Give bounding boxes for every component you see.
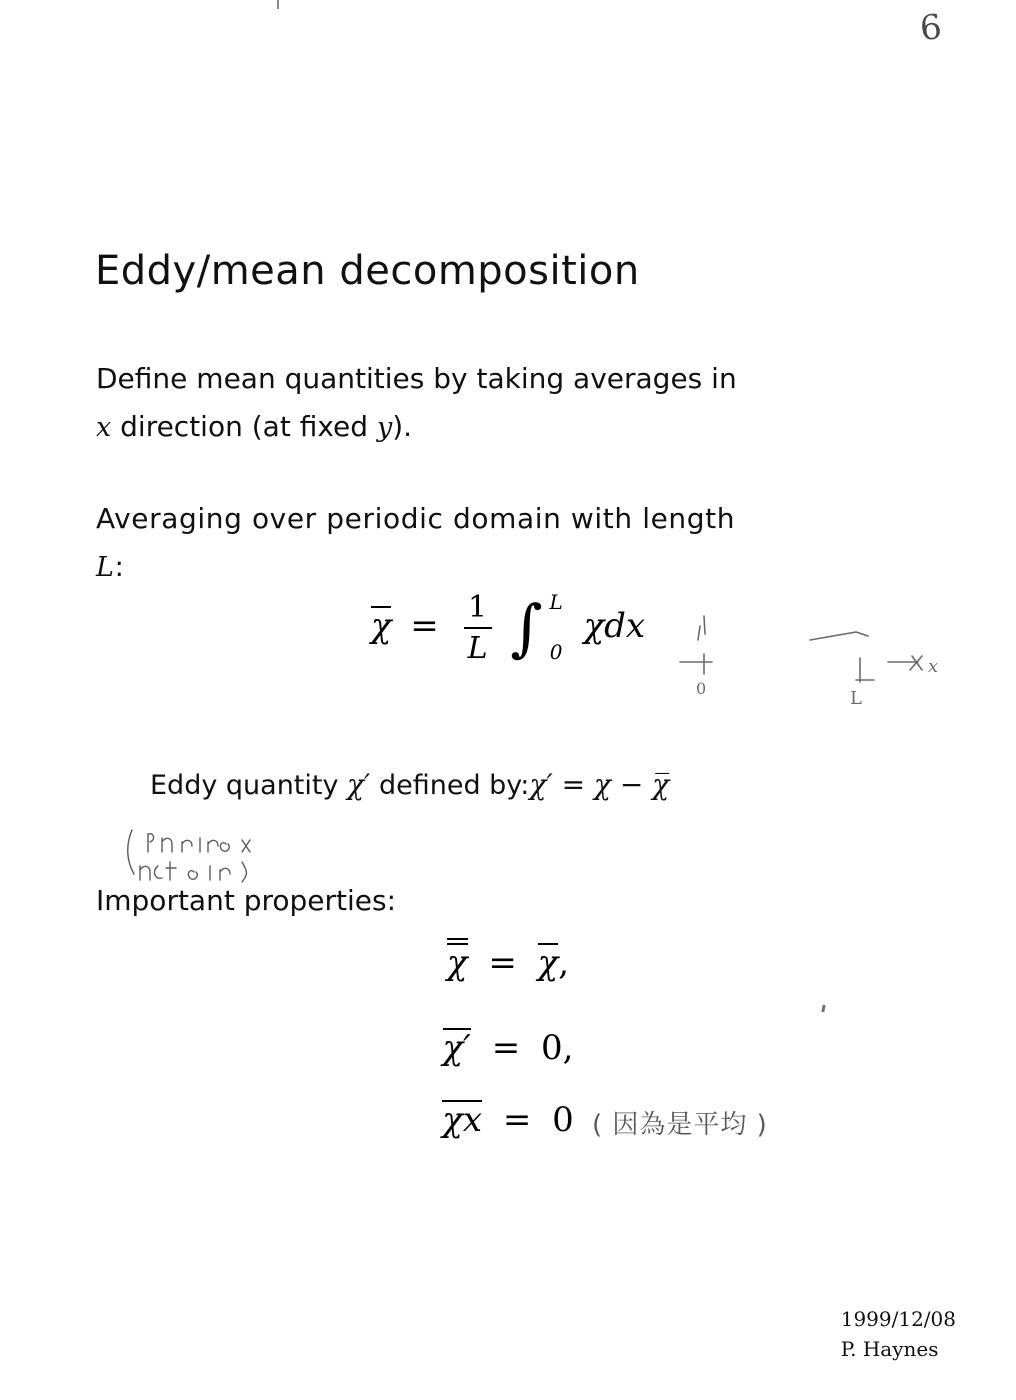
integral-lower-limit: 0 [549, 640, 563, 664]
property2-lhs: χ′ [442, 1028, 471, 1068]
equation-lhs-overline-chi: χ [370, 606, 392, 646]
equation-fraction-one-over-L [464, 590, 492, 666]
fraction-numerator: 1 [468, 590, 488, 625]
integral-sign-icon: ∫ [510, 591, 543, 665]
property3-equals: = [502, 1100, 532, 1140]
handwritten-cjk-annotation: ( 因為是平均 ) [592, 1110, 768, 1140]
property3-lhs: χx [442, 1100, 482, 1140]
inline-math-x: x [96, 412, 112, 443]
equation-property-1 [0, 938, 1016, 983]
sketch-vertical-label: L [850, 688, 862, 709]
property1-comma: , [558, 943, 570, 983]
handwritten-periodicity-note [124, 822, 424, 892]
fraction-denominator: L [467, 631, 488, 666]
property3-rhs: 0 [552, 1100, 574, 1140]
stray-pen-mark [821, 1005, 825, 1012]
eddy-definition-text1: Eddy quantity [150, 770, 348, 801]
property1-equals: = [488, 943, 517, 983]
paragraph-define-mean-text2: direction (at fixed [111, 410, 377, 443]
property1-lhs: χ [447, 938, 468, 982]
sketch-x-axis-label: x [928, 656, 939, 677]
footer-author: P. Haynes [840, 1337, 939, 1361]
handwritten-page-number: 6 [917, 6, 944, 50]
eddy-quantity-definition [150, 768, 669, 801]
integral-limits [549, 590, 563, 664]
equation-property-2 [0, 1028, 1016, 1068]
property2-equals: = [491, 1028, 521, 1068]
paragraph-averaging-text: Averaging over periodic domain with length [96, 502, 736, 535]
top-edge-tick-mark [277, 0, 279, 9]
handwritten-axes-sketch [660, 600, 960, 720]
paragraph-define-mean-text1: Define mean quantities by taking averages in [96, 362, 737, 395]
inline-math-y: y [376, 412, 393, 443]
fraction-bar [464, 627, 492, 629]
integrand: χdx [583, 606, 646, 646]
eddy-definition-math-chi-prime: χ′ [347, 768, 371, 801]
page-footer [841, 1304, 956, 1364]
equation-property-3 [0, 1100, 1016, 1140]
property1-rhs: χ [537, 943, 559, 983]
inline-math-L: L [96, 552, 115, 583]
equation-equals-sign: = [410, 606, 439, 646]
paragraph-averaging-colon: : [114, 550, 125, 583]
page-title: Eddy/mean decomposition [95, 248, 640, 294]
important-properties-label: Important properties: [96, 884, 397, 917]
integral-upper-limit: L [549, 590, 563, 614]
footer-date: 1999/12/08 [840, 1307, 956, 1331]
eddy-definition-equation: χ′ = χ − χ̅ [529, 768, 670, 801]
paragraph-define-mean-text3: ). [392, 410, 413, 443]
paragraph-define-mean [96, 355, 876, 452]
paragraph-averaging-domain [96, 495, 886, 592]
property2-comma: , [562, 1028, 574, 1068]
property2-rhs: 0 [541, 1028, 563, 1068]
sketch-origin-label: 0 [696, 679, 707, 698]
eddy-definition-text2: defined by: [370, 770, 530, 801]
